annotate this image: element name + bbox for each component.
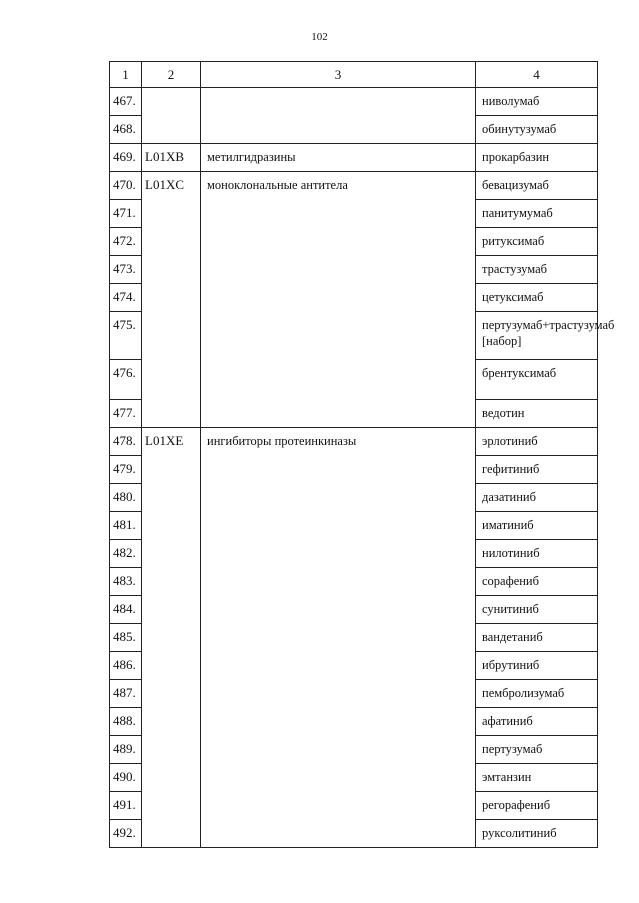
group-name <box>201 652 476 680</box>
drug-name: афатиниб <box>476 708 598 736</box>
page-number: 102 <box>311 31 328 43</box>
atc-code <box>142 200 201 228</box>
group-name <box>201 764 476 792</box>
atc-code <box>142 596 201 624</box>
group-name <box>201 256 476 284</box>
atc-code <box>142 116 201 144</box>
atc-code <box>142 484 201 512</box>
drug-table <box>109 61 615 848</box>
atc-code: L01XB <box>142 144 201 172</box>
row-number: 486. <box>110 652 142 680</box>
drug-name: брентуксимаб <box>476 360 598 400</box>
group-name <box>201 312 476 360</box>
atc-code <box>142 456 201 484</box>
group-name <box>201 400 476 428</box>
group-name <box>201 200 476 228</box>
table-row <box>110 172 598 200</box>
drug-name: нилотиниб <box>476 540 598 568</box>
group-name <box>201 360 476 400</box>
header-cell-2: 2 <box>142 62 201 88</box>
drug-name: гефитиниб <box>476 456 598 484</box>
group-name <box>201 88 476 116</box>
group-name: метилгидразины <box>201 144 476 172</box>
drug-name: дазатиниб <box>476 484 598 512</box>
drug-name: бевацизумаб <box>476 172 598 200</box>
table-row <box>110 400 598 428</box>
atc-code <box>142 736 201 764</box>
table-row <box>110 144 598 172</box>
row-number: 484. <box>110 596 142 624</box>
drug-name: регорафениб <box>476 792 598 820</box>
row-number: 485. <box>110 624 142 652</box>
drug-name: сунитиниб <box>476 596 598 624</box>
table-row <box>110 360 598 400</box>
table-row <box>110 284 598 312</box>
drug-name: вандетаниб <box>476 624 598 652</box>
group-name <box>201 228 476 256</box>
row-number: 469. <box>110 144 142 172</box>
group-name <box>201 736 476 764</box>
table-row <box>110 200 598 228</box>
atc-code <box>142 228 201 256</box>
row-number: 483. <box>110 568 142 596</box>
group-name <box>201 792 476 820</box>
row-number: 482. <box>110 540 142 568</box>
row-number: 470. <box>110 172 142 200</box>
table-row <box>110 680 598 708</box>
table-row <box>110 116 598 144</box>
atc-code <box>142 708 201 736</box>
row-number: 488. <box>110 708 142 736</box>
table-row <box>110 764 598 792</box>
table-row <box>110 736 598 764</box>
group-name <box>201 820 476 848</box>
row-number: 472. <box>110 228 142 256</box>
drug-name: обинутузумаб <box>476 116 598 144</box>
row-number: 487. <box>110 680 142 708</box>
atc-code: L01XE <box>142 428 201 456</box>
table-row <box>110 652 598 680</box>
table-row <box>110 568 598 596</box>
atc-code <box>142 284 201 312</box>
atc-code <box>142 540 201 568</box>
atc-code <box>142 400 201 428</box>
row-number: 481. <box>110 512 142 540</box>
table-row <box>110 512 598 540</box>
drug-name: ниволумаб <box>476 88 598 116</box>
group-name <box>201 596 476 624</box>
drug-table-body <box>110 62 615 848</box>
group-name <box>201 624 476 652</box>
group-name <box>201 680 476 708</box>
drug-name: трастузумаб <box>476 256 598 284</box>
drug-name: ведотин <box>476 400 598 428</box>
table-row <box>110 456 598 484</box>
atc-code: L01XC <box>142 172 201 200</box>
atc-code <box>142 256 201 284</box>
atc-code <box>142 624 201 652</box>
group-name <box>201 116 476 144</box>
row-number: 490. <box>110 764 142 792</box>
row-number: 492. <box>110 820 142 848</box>
group-name <box>201 512 476 540</box>
atc-code <box>142 360 201 400</box>
group-name <box>201 708 476 736</box>
table-header-row <box>110 62 598 88</box>
atc-code <box>142 88 201 116</box>
table-row <box>110 428 598 456</box>
table-row <box>110 228 598 256</box>
atc-code <box>142 652 201 680</box>
drug-name: прокарбазин <box>476 144 598 172</box>
group-name: моноклональные антитела <box>201 172 476 200</box>
row-number: 468. <box>110 116 142 144</box>
group-name <box>201 456 476 484</box>
atc-code <box>142 312 201 360</box>
row-number: 491. <box>110 792 142 820</box>
table-row <box>110 312 598 360</box>
drug-name: иматиниб <box>476 512 598 540</box>
drug-name: пертузумаб <box>476 736 598 764</box>
row-number: 474. <box>110 284 142 312</box>
row-number: 476. <box>110 360 142 400</box>
group-name <box>201 540 476 568</box>
table-row <box>110 624 598 652</box>
group-name: ингибиторы протеинкиназы <box>201 428 476 456</box>
table-row <box>110 596 598 624</box>
drug-name: пертузумаб+трастузумаб [набор] <box>476 312 598 360</box>
row-number: 489. <box>110 736 142 764</box>
group-name <box>201 284 476 312</box>
table-row <box>110 792 598 820</box>
header-cell-1: 1 <box>110 62 142 88</box>
table-row <box>110 484 598 512</box>
table-row <box>110 820 598 848</box>
drug-name: цетуксимаб <box>476 284 598 312</box>
atc-code <box>142 764 201 792</box>
drug-name: ибрутиниб <box>476 652 598 680</box>
row-number: 477. <box>110 400 142 428</box>
table-row <box>110 708 598 736</box>
row-number: 480. <box>110 484 142 512</box>
row-number: 471. <box>110 200 142 228</box>
group-name <box>201 568 476 596</box>
table-row <box>110 540 598 568</box>
drug-name: пембролизумаб <box>476 680 598 708</box>
drug-name: панитумумаб <box>476 200 598 228</box>
header-cell-3: 3 <box>201 62 476 88</box>
atc-code <box>142 568 201 596</box>
atc-code <box>142 680 201 708</box>
drug-name: ритуксимаб <box>476 228 598 256</box>
group-name <box>201 484 476 512</box>
row-number: 478. <box>110 428 142 456</box>
row-number: 475. <box>110 312 142 360</box>
atc-code <box>142 512 201 540</box>
header-cell-4: 4 <box>476 62 598 88</box>
atc-code <box>142 820 201 848</box>
drug-name: эрлотиниб <box>476 428 598 456</box>
table-row <box>110 88 598 116</box>
row-number: 473. <box>110 256 142 284</box>
row-number: 479. <box>110 456 142 484</box>
table-row <box>110 256 598 284</box>
drug-name: эмтанзин <box>476 764 598 792</box>
drug-name: руксолитиниб <box>476 820 598 848</box>
drug-name: сорафениб <box>476 568 598 596</box>
atc-code <box>142 792 201 820</box>
row-number: 467. <box>110 88 142 116</box>
